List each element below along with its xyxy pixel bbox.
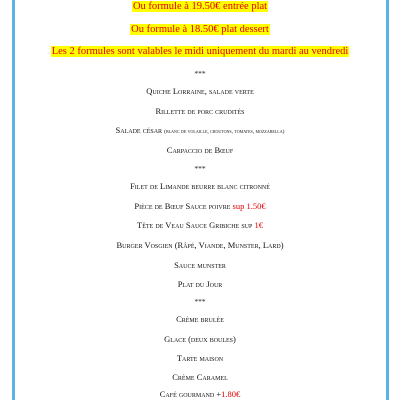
dish-sauce: Sauce munster xyxy=(174,260,226,270)
separator-plats: *** xyxy=(194,164,206,173)
dessert-caramel: Crème Caramel xyxy=(172,372,228,382)
dish-tete-veau: Tête de Veau Sauce Gribiche sup xyxy=(137,220,253,230)
dish-piece-boeuf-line xyxy=(0,201,400,212)
dessert-tarte: Tarte maison xyxy=(176,353,224,363)
dish-cesar-line xyxy=(0,125,400,138)
dish-plat-jour: Plat du Jour xyxy=(177,279,223,289)
dish-tete-veau-price: 1€ xyxy=(254,220,263,230)
formule-plat-dessert: Ou formule à 18.50€ plat dessert xyxy=(131,24,269,35)
dish-limande: Filet de Limande beurre blanc citronné xyxy=(130,181,270,191)
formule-plat-dessert-line xyxy=(0,23,400,36)
dessert-cafe: Café gourmand + xyxy=(159,389,222,399)
formule-entree-plat-line xyxy=(0,0,400,13)
dish-piece-boeuf: Pièce de Bœuf Sauce poivre xyxy=(134,201,231,211)
dish-tete-veau-line xyxy=(0,220,400,231)
dessert-glace: Glace (deux boules) xyxy=(164,334,236,344)
dish-carpaccio: Carpaccio de Bœuf xyxy=(166,145,234,155)
dish-quiche: Quiche Lorraine, salade verte xyxy=(146,86,254,96)
separator-entrees: *** xyxy=(194,69,206,78)
formule-conditions-line xyxy=(0,45,400,58)
dish-rillette: Rillette de porc crudités xyxy=(155,106,245,116)
dessert-cafe-price: 1.80€ xyxy=(221,389,241,399)
dish-cesar: Salade césar xyxy=(115,125,163,135)
dish-cesar-note: (blanc de volaille, croutons, tomates, mozzabella) xyxy=(164,129,285,135)
dish-burger: Burger Vosgien (Râpé, Viande, Munster, Lard) xyxy=(116,240,284,250)
separator-desserts: *** xyxy=(194,297,206,306)
formule-conditions: Les 2 formules sont valables le midi uniquement du mardi au vendredi xyxy=(51,46,349,57)
dessert-creme-brulee: Crème brulée xyxy=(176,314,224,324)
formule-entree-plat: Ou formule à 19.50€ entrée plat xyxy=(132,1,268,12)
dish-piece-boeuf-price: sup 1.50€ xyxy=(232,201,266,211)
dessert-cafe-line xyxy=(0,389,400,400)
